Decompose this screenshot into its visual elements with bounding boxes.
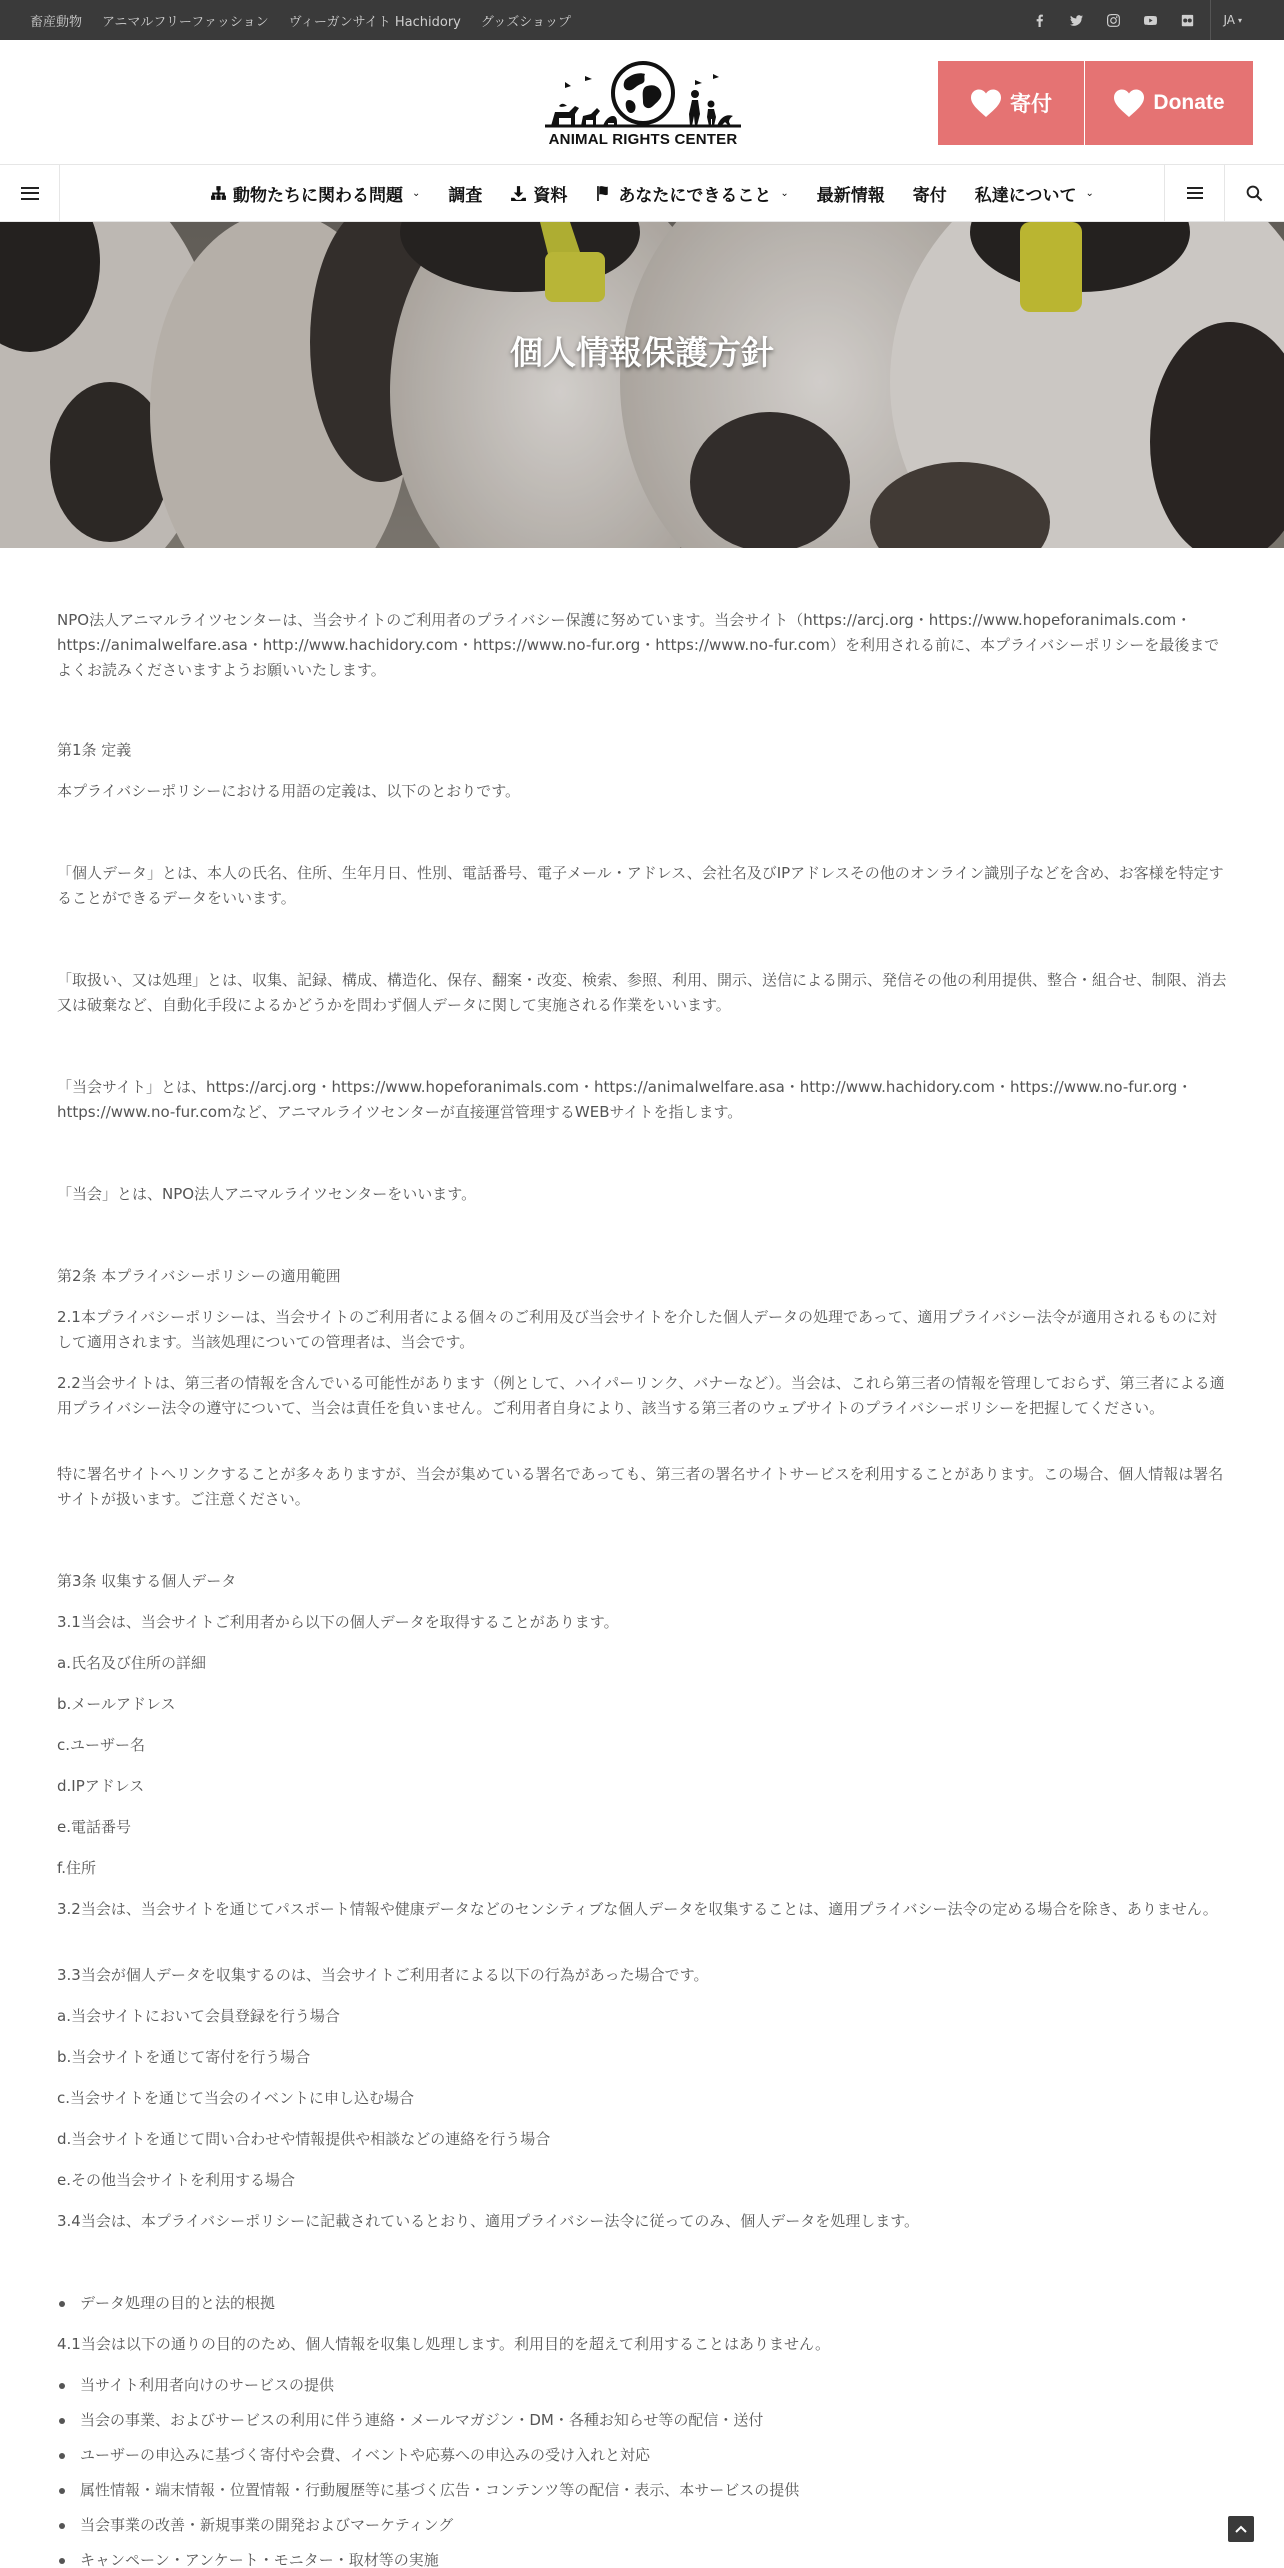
- section-2-1: 2.1本プライバシーポリシーは、当会サイトのご利用者による個々のご利用及び当会サイトを介した個人データの処理であって、適用プライバシー法令が適用されるものに対して適用されます。当該処理についての管理者は、当会です。: [57, 1308, 1217, 1351]
- data-item-username: c.ユーザー名: [57, 1736, 146, 1754]
- section-1-lead: 本プライバシーポリシーにおける用語の定義は、以下のとおりです。: [57, 782, 521, 800]
- donate-button-ja[interactable]: [938, 61, 1084, 145]
- nav-item-news[interactable]: [817, 181, 885, 206]
- data-item-phone: e.電話番号: [57, 1818, 131, 1836]
- definition-association: 「当会」とは、NPO法人アニマルライツセンターをいいます。: [57, 1185, 477, 1203]
- chevron-down-icon: ⌄: [780, 187, 789, 199]
- intro-paragraph: NPO法人アニマルライツセンターは、当会サイトのご利用者のプライバシー保護に努めています。当会サイト（https://arcj.org・https://www.hopeforanimals.com・https://animalwelfare.asa・http://www.hachidory.com・https://www.no-fur.org・https://www.no-fur.com）を利用される前に、本プライバシーポリシーを最後までよくお読みくださいますようお願いいたします。: [57, 611, 1220, 679]
- donate-label-ja: 寄付: [1010, 93, 1052, 116]
- nav-label-news: 最新情報: [816, 185, 885, 206]
- data-item-email: b.メールアドレス: [57, 1695, 176, 1713]
- twitter-icon[interactable]: [1058, 0, 1095, 40]
- section-1-title: 第1条 定義: [57, 741, 132, 759]
- search-icon: [1246, 185, 1263, 202]
- list-item: キャンペーン・アンケート・モニター・取材等の実施: [57, 2548, 1227, 2568]
- nav-item-what-you-can-do[interactable]: [595, 181, 788, 206]
- chevron-up-icon: [1235, 2525, 1247, 2533]
- top-link-livestock[interactable]: 畜産動物: [30, 14, 83, 30]
- section-3-2: 3.2当会は、当会サイトを通じてパスポート情報や健康データなどのセンシティブな個人データを収集することは、適用プライバシー法令の定める場合を除き、ありません。: [57, 1900, 1218, 1918]
- section-2-title: 第2条 本プライバシーポリシーの適用範囲: [57, 1267, 341, 1285]
- nav-label-resources: 資料: [533, 185, 568, 206]
- section-4-1: 4.1当会は以下の通りの目的のため、個人情報を収集し処理します。利用目的を超えて利用することはありません。: [57, 2335, 830, 2353]
- hamburger-icon: [21, 187, 39, 200]
- top-link-fashion[interactable]: アニマルフリーファッション: [102, 14, 269, 30]
- page-title: 個人情報保護方針: [510, 333, 774, 372]
- nav-item-resources[interactable]: [510, 181, 567, 206]
- definition-personal-data: 「個人データ」とは、本人の氏名、住所、生年月日、性別、電話番号、電子メール・アドレス、会社名及びIPアドレスその他のオンライン識別子などを含め、お客様を特定することができるデータをいいます。: [57, 864, 1224, 907]
- section-3-3: 3.3当会が個人データを収集するのは、当会サイトご利用者による以下の行為があった場合です。: [57, 1966, 709, 1984]
- chevron-down-icon: ▾: [1237, 15, 1242, 25]
- section-4-heading-list: [57, 2291, 1227, 2326]
- top-bar: [0, 0, 1284, 40]
- section-3-title: 第3条 収集する個人データ: [57, 1572, 237, 1590]
- section-2-3: 特に署名サイトへリンクすることが多々ありますが、当会が集めている署名であっても、第三者の署名サイトサービスを利用することがあります。この場合、個人情報は署名サイトが扱います。ご注意ください。: [57, 1465, 1224, 1508]
- nav-item-about[interactable]: [975, 181, 1094, 206]
- scroll-to-top-button[interactable]: [1228, 2516, 1254, 2542]
- nav-item-research[interactable]: [448, 181, 482, 206]
- data-item-address: f.住所: [57, 1859, 96, 1877]
- heart-icon: [1113, 88, 1145, 118]
- sitemap-icon: [210, 185, 227, 202]
- language-label: JA: [1223, 13, 1235, 27]
- list-item: 当会の事業、およびサービスの利用に伴う連絡・メールマガジン・DM・各種お知らせ等の配信・送付: [57, 2408, 1227, 2443]
- data-item-ip: d.IPアドレス: [57, 1777, 145, 1795]
- search-button[interactable]: [1224, 165, 1284, 221]
- heart-icon: [970, 88, 1002, 118]
- offcanvas-menu-button[interactable]: [1164, 165, 1224, 221]
- definition-site: 「当会サイト」とは、https://arcj.org・https://www.hopeforanimals.com・https://animalwelfare.asa・http://www.hachidory.com・https://www.no-fur.org・https://www.no-fur.comなど、アニマルライツセンターが直接運営管理するWEBサイトを指します。: [57, 1078, 1193, 1121]
- nav-item-donate[interactable]: [913, 181, 947, 206]
- side-menu-button[interactable]: [0, 165, 60, 221]
- list-item: 当サイト利用者向けのサービスの提供: [57, 2373, 1227, 2408]
- logo-text: ANIMAL RIGHTS CENTER: [548, 131, 738, 148]
- logo-mark-icon: [545, 60, 741, 132]
- list-item: 当会事業の改善・新規事業の開発およびマーケティング: [57, 2513, 1227, 2548]
- collect-case-inquiry: d.当会サイトを通じて問い合わせや情報提供や相談などの連絡を行う場合: [57, 2130, 551, 2148]
- collect-case-donation: b.当会サイトを通じて寄付を行う場合: [57, 2048, 311, 2066]
- top-link-goods-shop[interactable]: グッズショップ: [480, 14, 571, 30]
- facebook-icon[interactable]: [1021, 0, 1058, 40]
- hero-banner: [0, 222, 1284, 548]
- nav-menu: [210, 165, 1094, 221]
- list-item: ユーザーの申込みに基づく寄付や会費、イベントや応募への申込みの受け入れと対応: [57, 2443, 1227, 2478]
- top-links: [30, 11, 571, 30]
- donate-button-en[interactable]: [1085, 61, 1253, 145]
- list-item: 属性情報・端末情報・位置情報・行動履歴等に基づく広告・コンテンツ等の配信・表示、本サービスの提供: [57, 2478, 1227, 2513]
- youtube-icon[interactable]: [1132, 0, 1169, 40]
- chevron-down-icon: ⌄: [412, 187, 421, 199]
- definition-processing: 「取扱い、又は処理」とは、収集、記録、構成、構造化、保存、翻案・改変、検索、参照、利用、開示、送信による開示、発信その他の利用提供、整合・組合せ、制限、消去又は破棄など、自動化手段によるかどうかを問わず個人データに関して実施される作業をいいます。: [57, 971, 1227, 1014]
- nav-label-research: 調査: [448, 185, 483, 206]
- language-selector[interactable]: [1210, 0, 1254, 40]
- flickr-icon[interactable]: [1169, 0, 1206, 40]
- collect-case-event: c.当会サイトを通じて当会のイベントに申し込む場合: [57, 2089, 414, 2107]
- site-header: [0, 40, 1284, 164]
- nav-item-issues[interactable]: [210, 181, 420, 206]
- collect-case-registration: a.当会サイトにおいて会員登録を行う場合: [57, 2007, 340, 2025]
- chevron-down-icon: ⌄: [1085, 187, 1094, 199]
- section-3-4: 3.4当会は、本プライバシーポリシーに記載されているとおり、適用プライバシー法令に従ってのみ、個人データを処理します。: [57, 2212, 920, 2230]
- collect-case-other: e.その他当会サイトを利用する場合: [57, 2171, 295, 2189]
- list-item: データ処理の目的と法的根拠: [57, 2291, 1227, 2326]
- section-3-1: 3.1当会は、当会サイトご利用者から以下の個人データを取得することがあります。: [57, 1613, 619, 1631]
- nav-label-issues: 動物たちに関わる問題: [233, 185, 403, 206]
- nav-label-what-you-can-do: あなたにできること: [618, 185, 772, 206]
- hero-cows-image: [0, 222, 1284, 548]
- purpose-list: [57, 2373, 1227, 2568]
- top-right: [1021, 0, 1254, 40]
- section-2-2: 2.2当会サイトは、第三者の情報を含んでいる可能性があります（例として、ハイパーリンク、バナーなど）。当会は、これら第三者の情報を管理しておらず、第三者による適用プライバシー法令の遵守について、当会は責任を負いません。ご利用者自身により、該当する第三者のウェブサイトのプライバシーポリシーを把握してください。: [57, 1374, 1225, 1417]
- donate-label-en: Donate: [1153, 91, 1225, 114]
- flag-icon: [595, 185, 612, 202]
- hamburger-icon: [1187, 187, 1203, 199]
- nav-label-about: 私達について: [974, 185, 1077, 206]
- nav-label-donate: 寄付: [912, 185, 947, 206]
- instagram-icon[interactable]: [1095, 0, 1132, 40]
- main-nav: [0, 164, 1284, 222]
- data-item-name-address: a.氏名及び住所の詳細: [57, 1654, 206, 1672]
- top-link-hachidory[interactable]: ヴィーガンサイト Hachidory: [288, 14, 461, 30]
- site-logo[interactable]: [545, 60, 741, 148]
- download-icon: [510, 185, 527, 202]
